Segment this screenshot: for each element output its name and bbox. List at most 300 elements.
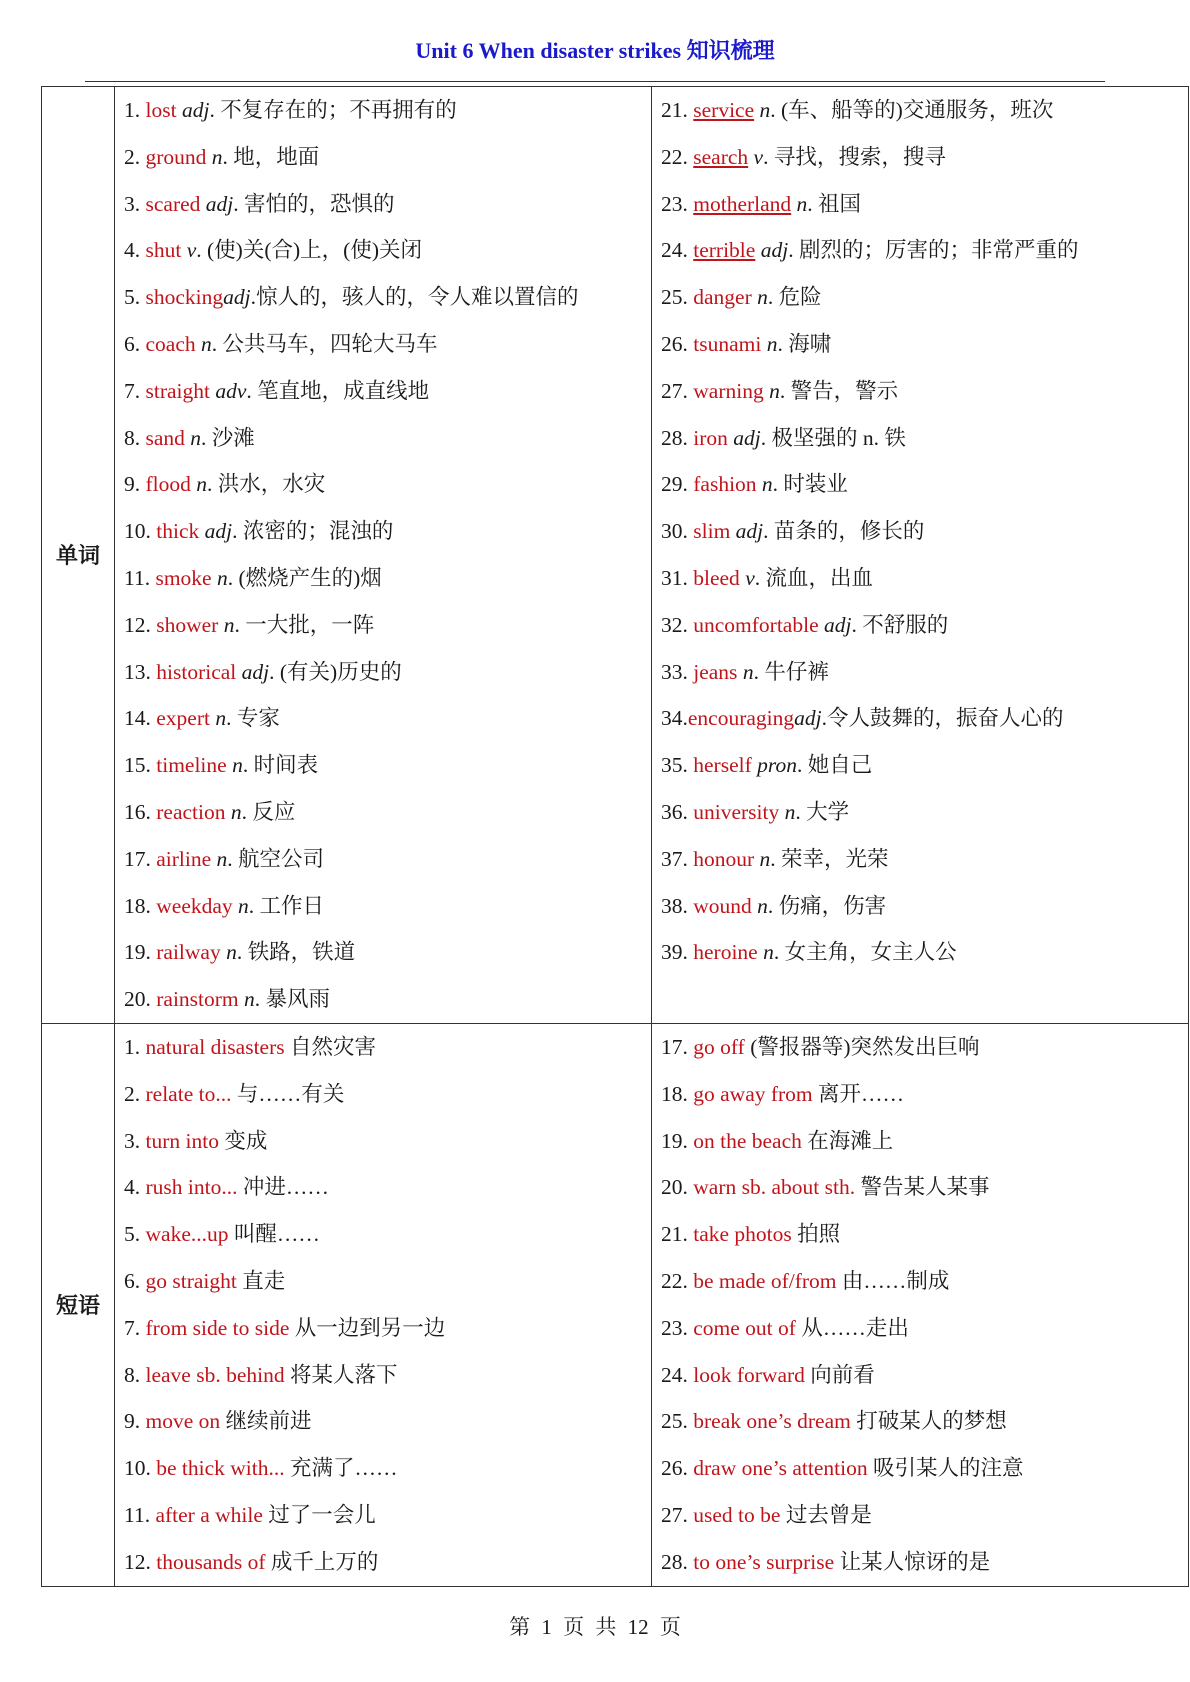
list-item: [661, 555, 1188, 602]
list-item: [124, 1398, 651, 1445]
entry-definition: 叫醒……: [228, 1222, 320, 1247]
entry-number: 20.: [124, 987, 157, 1012]
list-item: [124, 1305, 651, 1352]
part-of-speech: adj: [181, 98, 210, 122]
entry-word: herself: [693, 753, 752, 778]
entry-definition: .惊人的，骇人的，令人难以置信的: [250, 285, 579, 310]
entry-word: rainstorm: [156, 987, 239, 1012]
list-item: [124, 1492, 651, 1539]
entry-word: jeans: [693, 659, 738, 684]
list-item: [661, 321, 1188, 368]
entry-definition: 警告某人某事: [855, 1175, 990, 1200]
entry-word: university: [693, 799, 780, 824]
list-item: [124, 555, 651, 602]
entry-number: 22.: [661, 1268, 694, 1293]
page-number: 1: [541, 1615, 552, 1639]
entry-definition: 成千上万的: [265, 1549, 379, 1574]
entry-number: 29.: [661, 472, 694, 497]
entry-word: terrible: [693, 238, 756, 263]
entry-number: 24.: [661, 1362, 694, 1387]
entry-number: 7.: [124, 378, 146, 403]
list-item: [661, 1445, 1188, 1492]
entry-number: 10.: [124, 519, 157, 544]
entry-number: 21.: [661, 98, 694, 122]
list-item: [661, 789, 1188, 836]
entry-number: 18.: [124, 893, 157, 918]
entry-word: thousands of: [156, 1549, 266, 1574]
part-of-speech: v: [753, 144, 764, 169]
footer-text: 共: [595, 1615, 617, 1639]
entry-number: 21.: [661, 1222, 694, 1247]
entry-definition: . 害怕的，恐惧的: [233, 191, 395, 216]
list-item: [124, 1024, 651, 1071]
entry-word: lost: [145, 98, 177, 122]
part-of-speech: n: [757, 285, 768, 310]
entry-word: scared: [145, 191, 201, 216]
column-right: [652, 1023, 1189, 1586]
part-of-speech: v: [186, 238, 197, 263]
entry-word: flood: [145, 472, 191, 497]
list-item: [661, 227, 1188, 274]
part-of-speech: n: [796, 191, 808, 216]
part-of-speech: pron: [757, 753, 797, 778]
entry-number: 17.: [124, 846, 157, 871]
section-label: 短语: [42, 1023, 115, 1586]
part-of-speech: n: [759, 98, 771, 122]
entry-number: 4.: [124, 1175, 146, 1200]
entry-number: 2.: [124, 144, 146, 169]
entry-number: 23.: [661, 191, 694, 216]
footer-text: 第: [509, 1615, 531, 1639]
list-item: [661, 461, 1188, 508]
entry-word: wake...up: [145, 1222, 229, 1247]
entry-word: go off: [693, 1034, 745, 1059]
list-item: [661, 1258, 1188, 1305]
entry-definition: . 笔直地，成直线地: [246, 378, 430, 403]
list-item: [661, 181, 1188, 228]
list-item: [124, 976, 651, 1023]
entry-word: search: [693, 144, 749, 169]
entry-definition: . 地，地面: [222, 144, 320, 169]
list-item: [124, 1352, 651, 1399]
section-row-words: [42, 87, 1189, 1024]
list-item: [661, 415, 1188, 462]
entry-definition: (警报器等)突然发出巨响: [744, 1034, 980, 1059]
entry-number: 27.: [661, 378, 694, 403]
entry-word: sand: [145, 425, 185, 450]
entry-word: bleed: [693, 565, 740, 590]
entry-definition: . 剧烈的；厉害的；非常严重的: [788, 238, 1079, 263]
part-of-speech: adj: [223, 285, 251, 310]
list-item: [661, 836, 1188, 883]
entry-word: historical: [156, 659, 237, 684]
entry-word: used to be: [693, 1502, 781, 1527]
footer-text: 页: [563, 1615, 585, 1639]
entry-definition: 将某人落下: [284, 1362, 398, 1387]
entry-number: 18.: [661, 1081, 694, 1106]
entry-definition: . 时装业: [772, 472, 848, 497]
entry-number: 28.: [661, 425, 694, 450]
entry-word: honour: [693, 846, 755, 871]
part-of-speech: n: [763, 940, 774, 965]
entry-number: 1.: [124, 1034, 146, 1059]
entry-number: 16.: [124, 799, 157, 824]
entry-definition: . (使)关(合)上，(使)关闭: [196, 238, 422, 263]
list-item: [124, 461, 651, 508]
list-item: [124, 274, 651, 321]
part-of-speech: n: [216, 846, 228, 871]
list-item: [124, 929, 651, 976]
part-of-speech: v: [745, 565, 755, 590]
list-item: [661, 742, 1188, 789]
part-of-speech: adj: [733, 425, 761, 450]
entry-word: danger: [693, 285, 752, 310]
entry-word: heroine: [693, 940, 758, 965]
part-of-speech: n: [766, 331, 778, 356]
entry-number: 26.: [661, 1456, 694, 1481]
part-of-speech: n: [201, 331, 212, 356]
entry-definition: . 荣幸，光荣: [770, 846, 889, 871]
column-left: [115, 1023, 652, 1586]
list-item: [124, 695, 651, 742]
footer-text: 页: [659, 1615, 681, 1639]
entry-number: 3.: [124, 1128, 146, 1153]
list-item: [124, 1539, 651, 1586]
entry-number: 5.: [124, 285, 146, 310]
list-item: [124, 181, 651, 228]
entry-definition: . 寻找，搜索，搜寻: [763, 144, 946, 169]
list-item: [124, 1445, 651, 1492]
entry-definition: . 牛仔裤: [753, 659, 829, 684]
list-item: [124, 134, 651, 181]
entry-word: on the beach: [693, 1128, 802, 1153]
entry-number: 4.: [124, 238, 146, 263]
entry-word: smoke: [155, 565, 212, 590]
entry-number: 5.: [124, 1222, 146, 1247]
entry-word: uncomfortable: [693, 612, 819, 637]
part-of-speech: n: [230, 799, 242, 824]
entry-number: 35.: [661, 753, 694, 778]
list-item: [661, 368, 1188, 415]
entry-definition: . 伤痛，伤害: [767, 893, 887, 918]
knowledge-table: [41, 86, 1189, 1587]
part-of-speech: n: [196, 472, 208, 497]
entry-number: 23.: [661, 1315, 694, 1340]
part-of-speech: n: [190, 425, 202, 450]
entry-definition: . 警告，警示: [779, 378, 899, 403]
list-item: [124, 368, 651, 415]
entry-number: 32.: [661, 612, 694, 637]
entry-word: fashion: [693, 472, 757, 497]
part-of-speech: adj: [241, 659, 270, 684]
entry-word: airline: [156, 846, 212, 871]
entry-number: 12.: [124, 612, 157, 637]
entry-definition: . 女主角，女主人公: [773, 940, 957, 965]
entry-definition: 过去曾是: [780, 1502, 872, 1527]
entry-definition: 继续前进: [220, 1409, 312, 1434]
entry-number: 19.: [124, 940, 157, 965]
entry-definition: 从一边到另一边: [289, 1315, 446, 1340]
entry-number: 36.: [661, 799, 694, 824]
entry-number: 39.: [661, 940, 694, 965]
section-label: 单词: [42, 87, 115, 1024]
entry-number: 22.: [661, 144, 694, 169]
entry-definition: . 航空公司: [227, 846, 325, 871]
entry-word: be thick with...: [156, 1456, 285, 1481]
entry-definition: . 祖国: [807, 191, 862, 216]
entry-number: 10.: [124, 1456, 157, 1481]
entry-word: weekday: [156, 893, 233, 918]
entry-definition: 冲进……: [237, 1175, 329, 1200]
entry-word: timeline: [156, 753, 227, 778]
entry-definition: 打破某人的梦想: [850, 1409, 1007, 1434]
list-item: [124, 415, 651, 462]
part-of-speech: n: [232, 753, 243, 778]
list-item: [124, 602, 651, 649]
entry-definition: . 铁路，铁道: [236, 940, 356, 965]
entry-word: warning: [693, 378, 764, 403]
part-of-speech: n: [761, 472, 773, 497]
entry-number: 8.: [124, 425, 146, 450]
entry-number: 25.: [661, 1409, 694, 1434]
entry-definition: . 公共马车，四轮大马车: [211, 331, 438, 356]
list-item: [661, 649, 1188, 696]
entry-word: relate to...: [145, 1081, 232, 1106]
entry-word: draw one’s attention: [693, 1456, 868, 1481]
list-item: [661, 1211, 1188, 1258]
entry-definition: 吸引某人的注意: [867, 1456, 1024, 1481]
entry-definition: .令人鼓舞的，振奋人心的: [821, 706, 1064, 731]
entry-definition: 让某人惊讶的是: [834, 1549, 991, 1574]
entry-number: 19.: [661, 1128, 694, 1153]
entry-word: take photos: [693, 1222, 792, 1247]
entry-number: 14.: [124, 706, 157, 731]
part-of-speech: n: [223, 612, 235, 637]
entry-number: 6.: [124, 1268, 146, 1293]
entry-number: 34.: [661, 706, 688, 731]
entry-definition: 充满了……: [284, 1456, 398, 1481]
part-of-speech: adj: [205, 191, 234, 216]
entry-definition: 自然灾害: [284, 1034, 377, 1059]
part-of-speech: n: [216, 565, 228, 590]
list-item: [661, 274, 1188, 321]
part-of-speech: n: [244, 987, 255, 1012]
part-of-speech: adv: [215, 378, 247, 403]
entry-definition: 从……走出: [795, 1315, 909, 1340]
entry-number: 37.: [661, 846, 694, 871]
part-of-speech: n: [784, 799, 796, 824]
column-right: [652, 87, 1189, 1024]
entry-word: railway: [156, 940, 221, 965]
entry-word: rush into...: [145, 1175, 238, 1200]
entry-definition: 变成: [218, 1128, 268, 1153]
list-item: [661, 1071, 1188, 1118]
part-of-speech: adj: [794, 706, 822, 731]
entry-definition: . 大学: [795, 799, 850, 824]
entry-word: come out of: [693, 1315, 796, 1340]
entry-number: 6.: [124, 331, 146, 356]
entry-word: go away from: [693, 1081, 813, 1106]
entry-number: 24.: [661, 238, 694, 263]
entry-number: 25.: [661, 285, 694, 310]
entry-word: tsunami: [693, 331, 762, 356]
list-item: [661, 602, 1188, 649]
part-of-speech: adj: [824, 612, 852, 637]
entry-definition: . 专家: [226, 706, 280, 731]
entry-number: 7.: [124, 1315, 146, 1340]
entry-number: 9.: [124, 1409, 146, 1434]
list-item: [661, 508, 1188, 555]
part-of-speech: n: [757, 893, 768, 918]
entry-definition: 拍照: [791, 1222, 841, 1247]
entry-word: shower: [156, 612, 219, 637]
list-item: [124, 883, 651, 930]
entry-definition: 向前看: [804, 1362, 875, 1387]
entry-word: expert: [156, 706, 210, 731]
list-item: [661, 1164, 1188, 1211]
part-of-speech: n: [769, 378, 780, 403]
list-item: [661, 695, 1188, 742]
entry-word: warn sb. about sth.: [693, 1175, 856, 1200]
list-item: [661, 883, 1188, 930]
entry-number: 8.: [124, 1362, 146, 1387]
entry-definition: . 浓密的；混浊的: [232, 519, 394, 544]
entry-word: reaction: [156, 799, 226, 824]
part-of-speech: n: [211, 144, 223, 169]
entry-definition: . 她自己: [796, 753, 873, 778]
list-item: [124, 1164, 651, 1211]
list-item: [661, 87, 1188, 134]
entry-definition: . 洪水，水灾: [207, 472, 326, 497]
list-item: [661, 1118, 1188, 1165]
entry-word: break one’s dream: [693, 1409, 851, 1434]
list-item: [661, 1024, 1188, 1071]
entry-number: 26.: [661, 331, 694, 356]
list-item: [661, 134, 1188, 181]
list-item: [124, 742, 651, 789]
entry-number: 20.: [661, 1175, 694, 1200]
entry-number: 2.: [124, 1081, 146, 1106]
entry-definition: . 时间表: [242, 753, 319, 778]
entry-word: ground: [145, 144, 207, 169]
list-item: [124, 1071, 651, 1118]
entry-word: to one’s surprise: [693, 1549, 835, 1574]
entry-definition: 与……有关: [231, 1081, 345, 1106]
list-item: [124, 1118, 651, 1165]
entry-word: motherland: [693, 191, 792, 216]
list-item: [661, 1539, 1188, 1586]
entry-definition: 由……制成: [836, 1268, 950, 1293]
list-item: [661, 929, 1188, 976]
list-item: [661, 1305, 1188, 1352]
entry-word: shocking: [145, 285, 224, 310]
entry-number: 30.: [661, 519, 694, 544]
entry-word: be made of/from: [693, 1268, 837, 1293]
entry-word: wound: [693, 893, 752, 918]
header-rule: [85, 81, 1105, 82]
list-item: [124, 508, 651, 555]
entry-definition: . (车、船等的)交通服务，班次: [770, 98, 1054, 122]
entry-word: encouraging: [687, 706, 795, 731]
entry-definition: . 一大批，一阵: [234, 612, 375, 637]
column-left: [115, 87, 652, 1024]
entry-definition: 过了一会儿: [262, 1502, 376, 1527]
total-pages: 12: [627, 1615, 649, 1639]
entry-word: shut: [145, 238, 182, 263]
entry-definition: . (有关)历史的: [269, 659, 402, 684]
list-item: [661, 1398, 1188, 1445]
entry-word: go straight: [145, 1268, 237, 1293]
entry-word: leave sb. behind: [145, 1362, 285, 1387]
list-item: [124, 1211, 651, 1258]
entry-definition: . 反应: [241, 799, 296, 824]
list-item: [124, 321, 651, 368]
entry-word: natural disasters: [145, 1034, 285, 1059]
section-row-phrases: [42, 1023, 1189, 1586]
page-title: Unit 6 When disaster strikes 知识梳理: [415, 38, 775, 63]
entry-definition: 在海滩上: [801, 1128, 894, 1153]
entry-definition: . 危险: [767, 285, 822, 310]
entry-number: 15.: [124, 753, 157, 778]
list-item: [124, 649, 651, 696]
entry-number: 33.: [661, 659, 694, 684]
part-of-speech: adj: [204, 519, 233, 544]
part-of-speech: n: [238, 893, 249, 918]
part-of-speech: adj: [760, 238, 789, 263]
entry-definition: . 不复存在的；不再拥有的: [209, 98, 457, 122]
entry-number: 38.: [661, 893, 694, 918]
list-item: [661, 1352, 1188, 1399]
entry-number: 17.: [661, 1034, 694, 1059]
entry-word: turn into: [145, 1128, 219, 1153]
entry-definition: 离开……: [812, 1081, 905, 1106]
entry-number: 11.: [124, 565, 156, 590]
list-item: [124, 227, 651, 274]
entry-definition: . 极坚强的 n. 铁: [760, 425, 906, 450]
entry-word: slim: [693, 519, 731, 544]
entry-definition: . 不舒服的: [851, 612, 949, 637]
entry-definition: . 暴风雨: [254, 987, 331, 1012]
list-item: [661, 976, 1188, 1023]
entry-definition: . 流血，出血: [754, 565, 873, 590]
entry-word: after a while: [155, 1502, 263, 1527]
entry-definition: . (燃烧产生的)烟: [227, 565, 382, 590]
entry-number: 1.: [124, 98, 146, 122]
entry-number: 9.: [124, 472, 146, 497]
entry-definition: 直走: [236, 1268, 286, 1293]
part-of-speech: n: [759, 846, 771, 871]
entry-number: 11.: [124, 1502, 156, 1527]
entry-number: 13.: [124, 659, 157, 684]
part-of-speech: n: [742, 659, 754, 684]
part-of-speech: n: [215, 706, 227, 731]
entry-word: thick: [156, 519, 200, 544]
entry-number: 28.: [661, 1549, 694, 1574]
list-item: [661, 1492, 1188, 1539]
entry-word: coach: [145, 331, 196, 356]
part-of-speech: adj: [735, 519, 764, 544]
entry-number: 27.: [661, 1502, 694, 1527]
list-item: [124, 1258, 651, 1305]
list-item: [124, 789, 651, 836]
entry-number: 3.: [124, 191, 146, 216]
page-footer: [0, 1611, 1190, 1641]
entry-definition: . 沙滩: [201, 425, 255, 450]
entry-word: look forward: [693, 1362, 805, 1387]
entry-number: 31.: [661, 565, 694, 590]
entry-number: 12.: [124, 1549, 157, 1574]
entry-word: from side to side: [145, 1315, 290, 1340]
